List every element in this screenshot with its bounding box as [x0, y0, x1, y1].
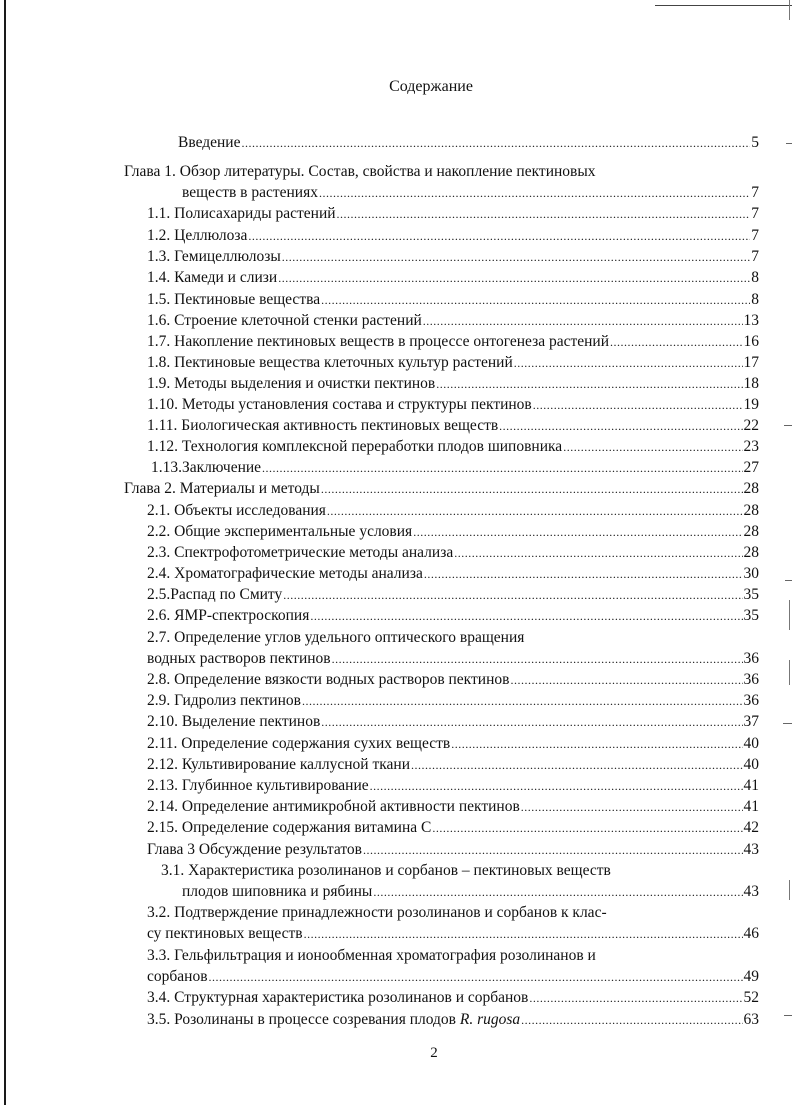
toc-entry-page: 28	[743, 480, 759, 497]
toc-entry-text: 1.11. Биологическая активность пектиновых веществ	[147, 417, 499, 434]
toc-entry-page: 8	[751, 269, 759, 286]
toc-entry-page: 43	[743, 841, 759, 858]
leader-dots	[363, 840, 742, 860]
toc-entry	[147, 247, 759, 267]
leader-dots	[321, 290, 750, 310]
toc-entry	[147, 374, 759, 394]
scan-mark	[789, 880, 790, 900]
toc-entry-page: 41	[743, 798, 759, 815]
toc-entry-page: 18	[743, 375, 759, 392]
toc-entry-text: Глава 1. Обзор литературы. Состав, свойства и накопление пектиновых	[124, 163, 596, 180]
toc-entry	[182, 183, 759, 203]
toc-entry-text: водных растворов пектинов	[147, 650, 331, 667]
toc-entry-text: 1.4. Камеди и слизи	[147, 269, 278, 286]
leader-dots	[262, 458, 742, 478]
toc-entry-page: 7	[751, 227, 759, 244]
leader-dots	[451, 734, 742, 754]
leader-dots	[278, 268, 750, 288]
toc-entry-page: 23	[743, 438, 759, 455]
toc-entry	[147, 840, 759, 860]
toc-entry-page: 35	[743, 607, 759, 624]
scan-mark	[789, 0, 790, 20]
toc-entry-page: 16	[743, 333, 759, 350]
toc-entry-text: 1.9. Методы выделения и очистки пектинов	[147, 375, 436, 392]
scan-mark	[785, 580, 792, 581]
toc-entry-text	[147, 1010, 520, 1030]
toc-entry-text: 2.5.Распад по Смиту	[147, 586, 283, 603]
toc-entry	[147, 1010, 759, 1030]
leader-dots	[563, 437, 742, 457]
leader-dots	[283, 585, 742, 605]
leader-dots	[499, 416, 742, 436]
toc-entry-text: 3.4. Структурная характеристика розолинанов и сорбанов	[147, 989, 529, 1006]
toc-entry-page: 49	[743, 968, 759, 985]
toc-entry-page: 28	[743, 502, 759, 519]
toc-entry-text-main: 3.5. Розолинаны в процессе созревания плодов	[147, 1011, 456, 1028]
toc-entry	[178, 133, 759, 153]
leader-dots	[510, 670, 742, 690]
species-name: R. rugosa	[459, 1011, 521, 1028]
toc-entry-page: 27	[743, 459, 759, 476]
toc-entry-text: веществ в растениях	[182, 184, 318, 201]
leader-dots	[423, 311, 743, 331]
toc-entry-page: 46	[743, 925, 759, 942]
leader-dots	[610, 332, 742, 352]
scan-mark	[786, 143, 792, 144]
leader-dots	[411, 755, 742, 775]
toc-entry-text: 2.10. Выделение пектинов	[147, 713, 321, 730]
toc-entry	[147, 204, 759, 224]
toc-entry-text: 2.15. Определение содержания витамина С	[147, 819, 432, 836]
leader-dots	[332, 649, 743, 669]
leader-dots	[521, 797, 743, 817]
toc-entry-text: 3.1. Характеристика розолинанов и сорбанов – пектиновых веществ	[161, 862, 611, 879]
leader-dots	[209, 967, 743, 987]
toc-entry	[147, 924, 759, 944]
toc-entry-page: 35	[743, 586, 759, 603]
leader-dots	[424, 564, 743, 584]
toc-entry	[147, 734, 759, 754]
toc-entry-page: 7	[751, 184, 759, 201]
leader-dots	[248, 226, 750, 246]
toc-entry-page: 43	[743, 883, 759, 900]
leader-dots	[327, 501, 743, 521]
leader-dots	[241, 133, 750, 153]
leader-dots	[321, 479, 743, 499]
toc-entry	[147, 606, 759, 626]
toc-entry	[147, 691, 759, 711]
toc-entry-text: 2.12. Культивирование каллусной ткани	[147, 756, 411, 773]
toc-entry	[147, 903, 607, 923]
toc-entry-page: 30	[743, 565, 759, 582]
toc-entry	[147, 543, 759, 563]
toc-entry-page: 17	[743, 354, 759, 371]
toc-entry	[147, 437, 759, 457]
toc-entry-page: 5	[751, 134, 759, 151]
toc-entry-text: 1.13.Заключение	[151, 459, 262, 476]
toc-entry-text: 2.14. Определение антимикробной активности пектинов	[147, 798, 520, 815]
toc-entry-text: 1.2. Целлюлоза	[147, 227, 248, 244]
toc-entry-page: 8	[751, 291, 759, 308]
scan-mark	[783, 723, 792, 724]
toc-entry-page: 63	[743, 1011, 759, 1028]
toc-entry-page: 42	[743, 819, 759, 836]
toc-entry	[151, 458, 759, 478]
toc-entry	[147, 967, 759, 987]
toc-entry-text: 3.3. Гельфильтрация и ионообменная хроматография розолинанов и	[147, 947, 596, 964]
leader-dots	[514, 353, 743, 373]
toc-entry-text: Введение	[178, 134, 241, 151]
toc-entry	[147, 332, 759, 352]
toc-entry	[147, 564, 759, 584]
leader-dots	[436, 374, 742, 394]
toc-entry	[182, 882, 759, 902]
leader-dots	[319, 183, 750, 203]
toc-entry-page: 7	[751, 248, 759, 265]
toc-entry-text: Глава 2. Материалы и методы	[124, 480, 320, 497]
toc-entry-text: 2.7. Определение углов удельного оптического вращения	[147, 629, 525, 646]
scan-mark	[789, 660, 790, 685]
toc-entry-text: 2.8. Определение вязкости водных растворов пектинов	[147, 671, 510, 688]
toc-entry-text: 1.8. Пектиновые вещества клеточных культур растений	[147, 354, 513, 371]
toc-entry-page: 36	[743, 671, 759, 688]
toc-entry	[147, 395, 759, 415]
toc-entry-text: 1.12. Технология комплексной переработки плодов шиповника	[147, 438, 563, 455]
leader-dots	[282, 247, 751, 267]
toc-entry-page: 13	[743, 312, 759, 329]
toc-entry-text: 1.6. Строение клеточной стенки растений	[147, 312, 422, 329]
scan-mark	[784, 425, 792, 426]
leader-dots	[533, 395, 743, 415]
toc-entry-page: 28	[743, 523, 759, 540]
leader-dots	[310, 606, 742, 626]
toc-entry-page: 7	[751, 205, 759, 222]
toc-entry-text: сорбанов	[147, 968, 208, 985]
leader-dots	[337, 204, 751, 224]
toc-entry	[124, 479, 759, 499]
toc-entry-text: плодов шиповника и рябины	[182, 883, 373, 900]
toc-entry	[147, 290, 759, 310]
toc-entry-page: 40	[743, 735, 759, 752]
toc-entry-page: 41	[743, 777, 759, 794]
toc-entry-text: 2.6. ЯМР-спектроскопия	[147, 607, 310, 624]
toc-entry	[147, 670, 759, 690]
toc-entry	[147, 585, 759, 605]
toc-entry	[147, 353, 759, 373]
leader-dots	[304, 924, 743, 944]
toc-entry-text: 2.3. Спектрофотометрические методы анализа	[147, 544, 454, 561]
toc-entry-page: 19	[743, 396, 759, 413]
scan-border-left	[4, 0, 6, 1105]
toc-entry	[147, 628, 524, 648]
toc-entry	[147, 522, 759, 542]
toc-entry-text: 2.1. Объекты исследования	[147, 502, 326, 519]
toc-entry-text: 2.9. Гидролиз пектинов	[147, 692, 301, 709]
toc-entry-page: 36	[743, 650, 759, 667]
page-number: 2	[430, 1045, 438, 1061]
toc-entry-page: 28	[743, 544, 759, 561]
toc-entry-text: 1.10. Методы установления состава и структуры пектинов	[147, 396, 532, 413]
toc-entry-page: 36	[743, 692, 759, 709]
toc-entry	[147, 311, 759, 331]
toc-entry	[147, 501, 759, 521]
leader-dots	[321, 712, 742, 732]
leader-dots	[302, 691, 743, 711]
toc-entry-page: 40	[743, 756, 759, 773]
toc-entry	[124, 162, 596, 182]
toc-entry	[147, 818, 759, 838]
toc-entry	[147, 988, 759, 1008]
toc-entry	[147, 416, 759, 436]
toc-entry	[147, 268, 759, 288]
toc-entry	[161, 861, 611, 881]
toc-entry-page: 37	[743, 713, 759, 730]
leader-dots	[413, 522, 742, 542]
leader-dots	[370, 776, 743, 796]
toc-entry-text: 3.2. Подтверждение принадлежности розолинанов и сорбанов к клас-	[147, 904, 607, 921]
scan-border-top	[655, 5, 792, 6]
leader-dots	[454, 543, 742, 563]
toc-entry-text: Глава 3 Обсуждение результатов	[147, 841, 363, 858]
toc-entry-text: 1.1. Полисахариды растений	[147, 205, 336, 222]
toc-entry	[147, 712, 759, 732]
toc-entry-page: 52	[743, 989, 759, 1006]
toc-entry-text: 2.11. Определение содержания сухих веществ	[147, 735, 451, 752]
toc-entry-page: 22	[743, 417, 759, 434]
scan-mark	[789, 600, 790, 630]
toc-entry-text: 2.13. Глубинное культивирование	[147, 777, 369, 794]
toc-entry-text: 2.4. Хроматографические методы анализа	[147, 565, 423, 582]
scan-mark	[784, 1015, 792, 1016]
toc-entry-text: 1.7. Накопление пектиновых веществ в процессе онтогенеза растений	[147, 333, 610, 350]
toc-entry	[147, 649, 759, 669]
toc-entry	[147, 776, 759, 796]
page-title: Содержание	[389, 78, 473, 95]
leader-dots	[521, 1010, 742, 1030]
leader-dots	[373, 882, 742, 902]
leader-dots	[529, 988, 742, 1008]
toc-entry	[147, 226, 759, 246]
toc-entry-text: су пектиновых веществ	[147, 925, 303, 942]
toc-entry	[147, 797, 759, 817]
leader-dots	[432, 818, 742, 838]
toc-entry	[147, 755, 759, 775]
toc-entry-text: 2.2. Общие экспериментальные условия	[147, 523, 413, 540]
toc-entry-text: 1.3. Гемицеллюлозы	[147, 248, 281, 265]
toc-entry	[147, 946, 596, 966]
toc-entry-text: 1.5. Пектиновые вещества	[147, 291, 321, 308]
